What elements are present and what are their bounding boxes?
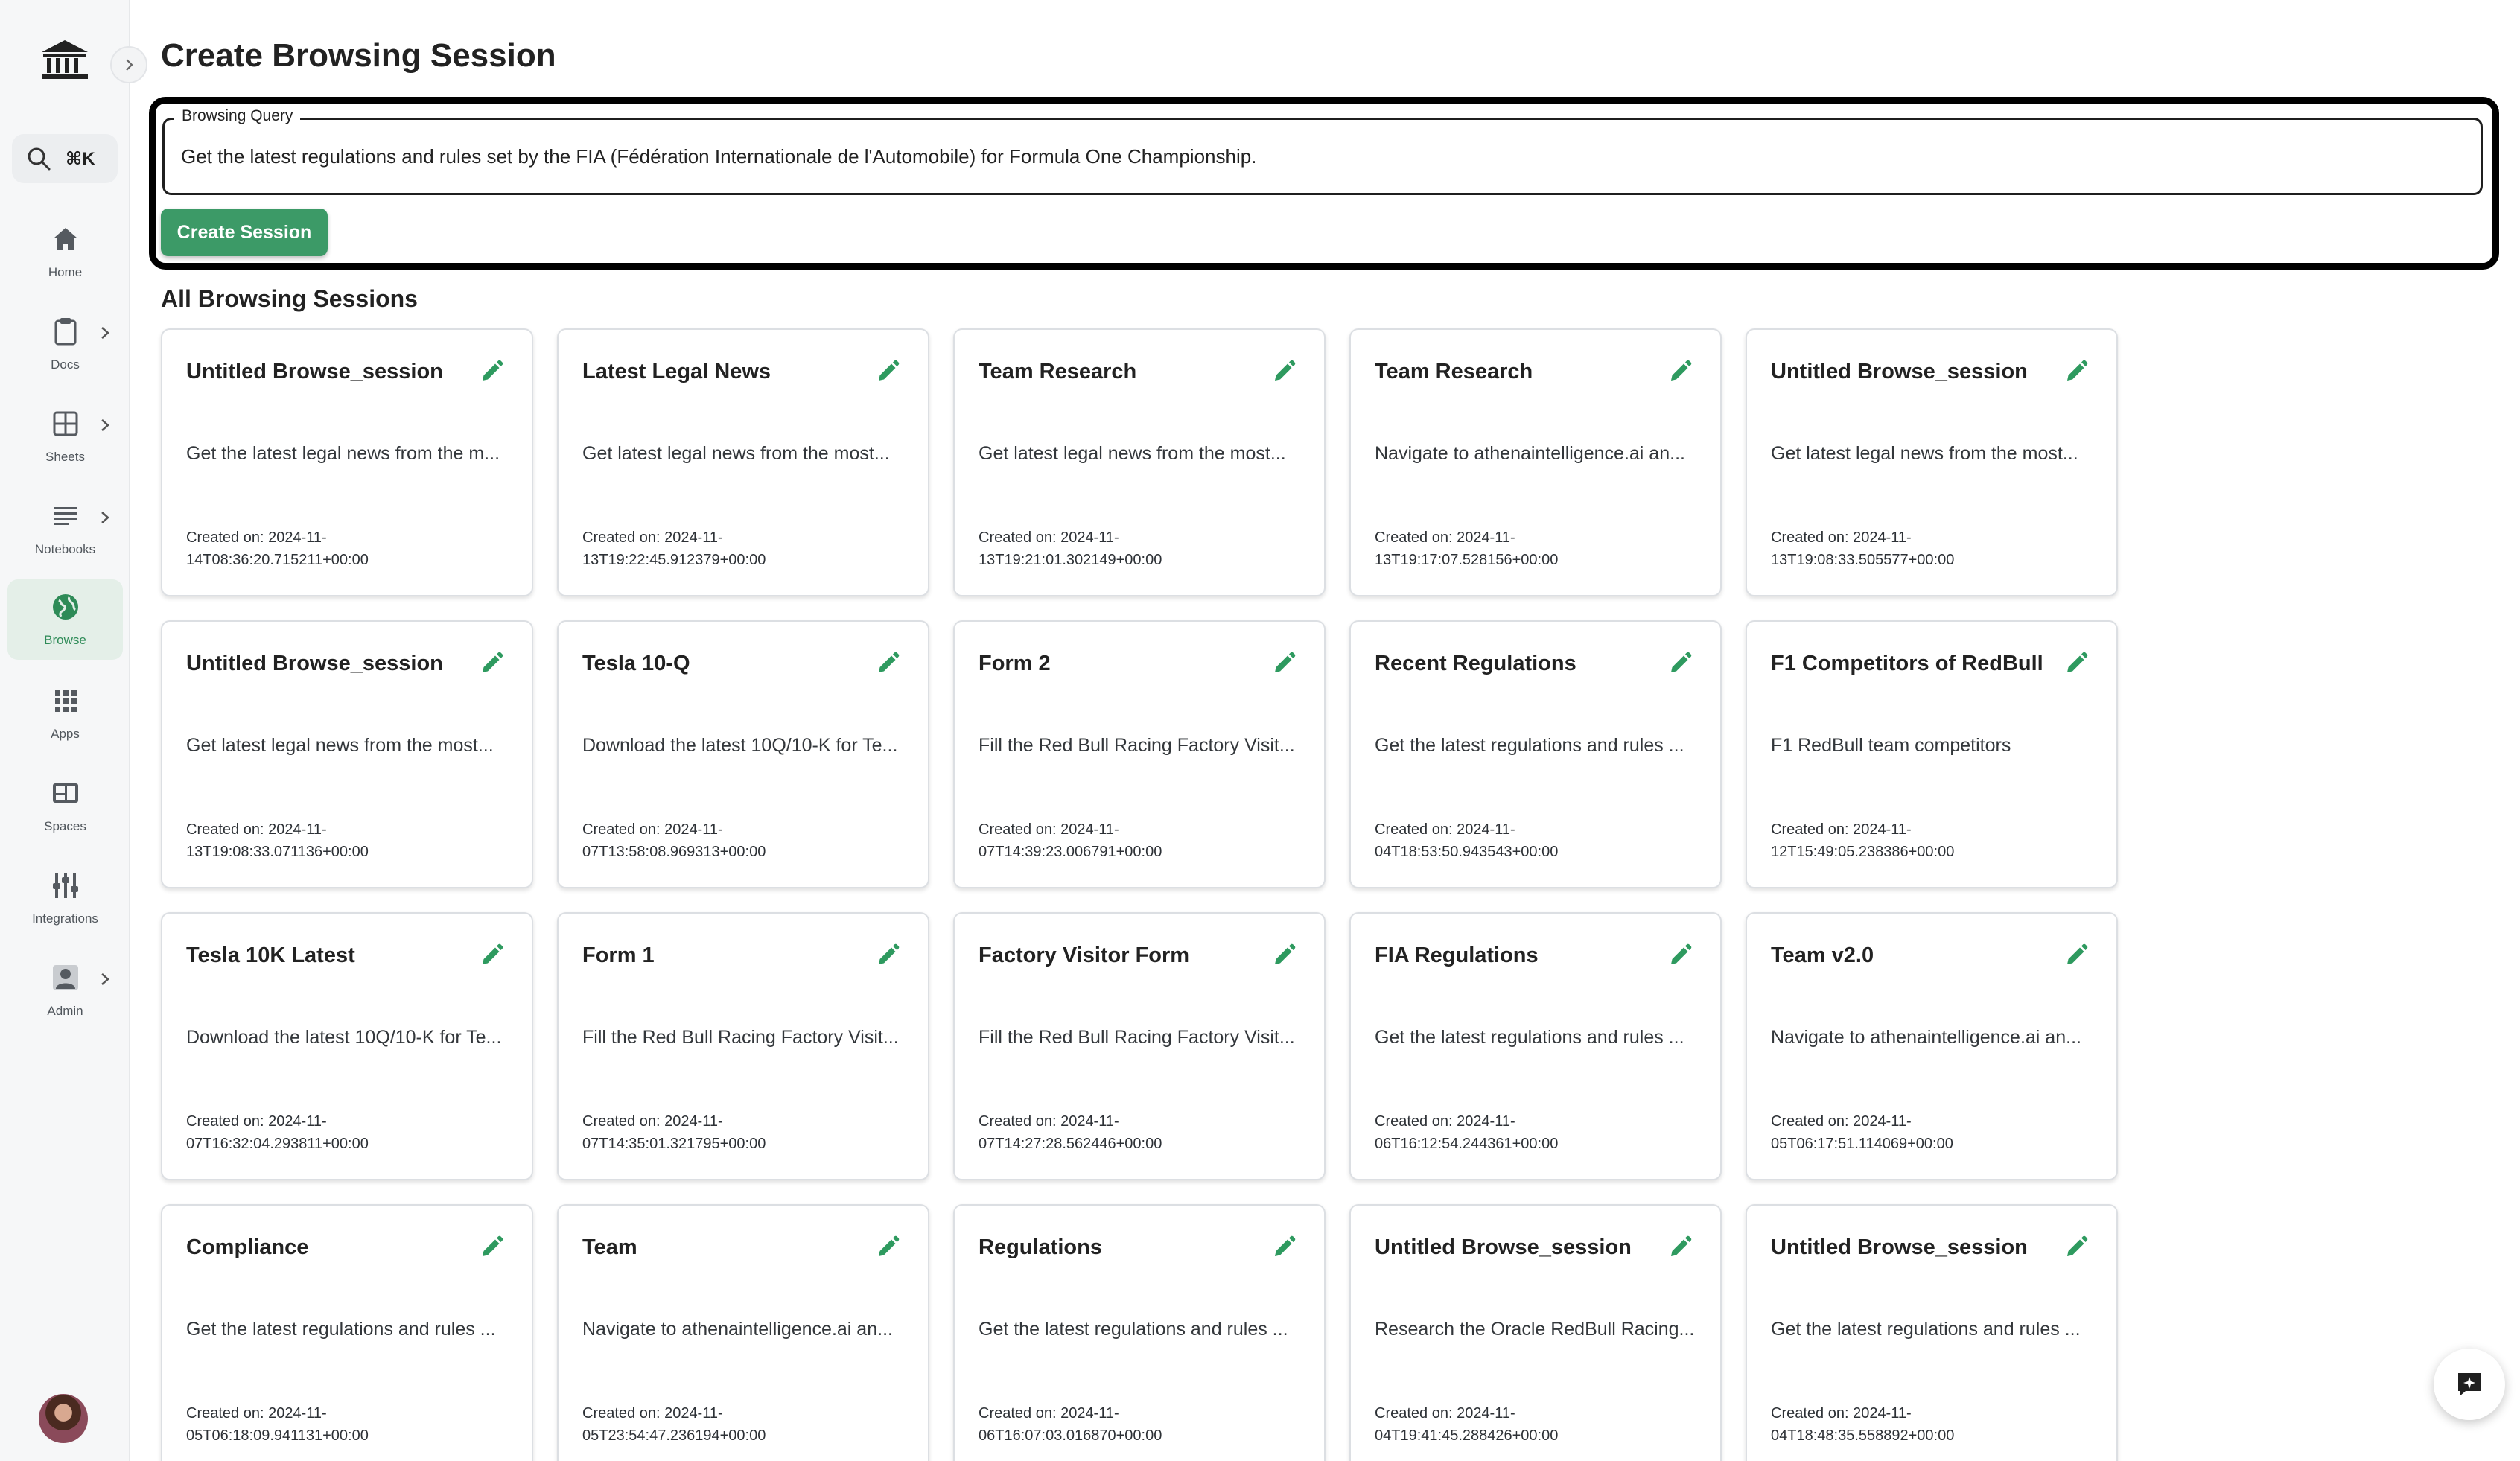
session-created-date: Created on: 2024-11-07T13:58:08.969313+00:00 [582, 821, 766, 860]
user-avatar[interactable] [39, 1394, 88, 1443]
session-card[interactable] [1746, 328, 2118, 596]
integrations-icon [50, 870, 81, 901]
grid-icon [50, 408, 81, 439]
sidebar-item-label: Sheets [45, 450, 85, 464]
session-card[interactable] [557, 328, 929, 596]
create-session-button[interactable]: Create Session [161, 209, 328, 256]
clipboard-icon [50, 316, 81, 347]
pencil-icon [1667, 943, 1693, 968]
session-created-date: Created on: 2024-11-13T19:17:07.528156+00:00 [1375, 529, 1559, 568]
session-card[interactable] [1349, 620, 1722, 888]
admin-icon [50, 962, 81, 993]
session-title: Untitled Browse_session [1375, 1235, 1632, 1259]
edit-session-button[interactable] [873, 649, 903, 678]
sidebar-item-browse[interactable] [7, 579, 123, 660]
chevron-right-icon [121, 57, 137, 73]
pencil-icon [1271, 943, 1296, 968]
edit-session-button[interactable] [2061, 1232, 2091, 1262]
edit-session-button[interactable] [1665, 357, 1695, 386]
session-created-date: Created on: 2024-11-04T18:48:35.558892+00:00 [1771, 1405, 1955, 1444]
session-description: Download the latest 10Q/10-K for Te... [186, 1027, 502, 1048]
session-created-date: Created on: 2024-11-07T14:35:01.321795+00:00 [582, 1113, 766, 1152]
pencil-icon [2064, 943, 2089, 968]
session-title: Untitled Browse_session [1771, 1235, 2028, 1259]
session-description: Research the Oracle RedBull Racing... [1375, 1319, 1695, 1340]
session-card[interactable] [1349, 328, 1722, 596]
sidebar-item-label: Browse [44, 633, 86, 647]
session-card[interactable] [557, 620, 929, 888]
sidebar-collapse-button[interactable] [110, 46, 147, 83]
edit-session-button[interactable] [477, 1232, 506, 1262]
session-description: Get the latest legal news from the m... [186, 443, 500, 464]
session-created-date: Created on: 2024-11-06T16:12:54.244361+00:00 [1375, 1113, 1559, 1152]
edit-session-button[interactable] [873, 357, 903, 386]
search-button[interactable] [12, 134, 118, 183]
edit-session-button[interactable] [873, 940, 903, 970]
sessions-section-title: All Browsing Sessions [161, 285, 418, 312]
sidebar-item-label: Notebooks [34, 542, 96, 556]
session-card[interactable] [1746, 620, 2118, 888]
session-title: Tesla 10-Q [582, 652, 690, 675]
session-created-date: Created on: 2024-11-12T15:49:05.238386+00:00 [1771, 821, 1955, 860]
session-title: FIA Regulations [1375, 943, 1539, 967]
sidebar-item-sheets[interactable] [7, 396, 123, 474]
pencil-icon [1271, 651, 1296, 676]
session-description: Get the latest regulations and rules ... [1375, 735, 1684, 756]
session-title: Compliance [186, 1235, 309, 1259]
sidebar-item-label: Apps [51, 727, 80, 741]
session-created-date: Created on: 2024-11-07T14:39:23.006791+00:00 [979, 821, 1162, 860]
session-created-date: Created on: 2024-11-04T19:41:45.288426+00:00 [1375, 1405, 1559, 1444]
edit-session-button[interactable] [1269, 649, 1299, 678]
chat-sparkle-icon [2455, 1370, 2484, 1398]
spaces-icon [50, 777, 81, 809]
edit-session-button[interactable] [1269, 1232, 1299, 1262]
edit-session-button[interactable] [477, 357, 506, 386]
session-description: F1 RedBull team competitors [1771, 735, 2011, 756]
session-description: Navigate to athenaintelligence.ai an... [1771, 1027, 2081, 1048]
session-card[interactable] [1349, 1204, 1722, 1461]
session-description: Fill the Red Bull Racing Factory Visit... [979, 735, 1295, 756]
session-created-date: Created on: 2024-11-05T06:17:51.114069+00:00 [1771, 1113, 1953, 1152]
session-card[interactable] [1746, 1204, 2118, 1461]
session-created-date: Created on: 2024-11-05T23:54:47.236194+00:00 [582, 1405, 766, 1444]
edit-session-button[interactable] [1269, 940, 1299, 970]
session-title: Untitled Browse_session [1771, 360, 2028, 383]
search-shortcut: ⌘K [66, 148, 95, 169]
sidebar-item-docs[interactable] [7, 304, 123, 381]
session-created-date: Created on: 2024-11-05T06:18:09.941131+00:00 [186, 1405, 369, 1444]
session-card[interactable] [953, 328, 1326, 596]
sessions-grid [161, 328, 2118, 1461]
session-title: Untitled Browse_session [186, 360, 443, 383]
session-title: Form 2 [979, 652, 1051, 675]
session-title: Recent Regulations [1375, 652, 1576, 675]
home-icon [50, 223, 81, 255]
sidebar-item-label: Admin [47, 1004, 83, 1018]
session-created-date: Created on: 2024-11-06T16:07:03.016870+00:00 [979, 1405, 1162, 1444]
pencil-icon [875, 1235, 900, 1260]
session-card[interactable] [161, 1204, 533, 1461]
feedback-button[interactable] [2434, 1349, 2505, 1420]
session-title: Form 1 [582, 943, 655, 967]
edit-session-button[interactable] [477, 649, 506, 678]
session-title: Regulations [979, 1235, 1102, 1259]
session-created-date: Created on: 2024-11-04T18:53:50.943543+00:00 [1375, 821, 1559, 860]
apps-icon [50, 685, 81, 716]
pencil-icon [2064, 651, 2089, 676]
session-description: Get the latest regulations and rules ... [1375, 1027, 1684, 1048]
browsing-query-input[interactable] [181, 141, 2460, 171]
sidebar-item-home[interactable] [7, 211, 123, 289]
pencil-icon [479, 1235, 504, 1260]
session-card[interactable] [953, 912, 1326, 1180]
session-created-date: Created on: 2024-11-07T16:32:04.293811+00:00 [186, 1113, 369, 1152]
pencil-icon [1667, 651, 1693, 676]
session-card[interactable] [557, 912, 929, 1180]
session-card[interactable] [1746, 912, 2118, 1180]
session-card[interactable] [953, 620, 1326, 888]
session-description: Get the latest regulations and rules ... [1771, 1319, 2081, 1340]
sidebar-item-label: Spaces [44, 819, 86, 833]
sidebar-item-integrations[interactable] [7, 858, 123, 935]
edit-session-button[interactable] [1269, 357, 1299, 386]
session-created-date: Created on: 2024-11-14T08:36:20.715211+00:00 [186, 529, 369, 568]
search-icon [25, 145, 52, 172]
session-description: Get latest legal news from the most... [1771, 443, 2078, 464]
bank-logo-icon[interactable] [40, 39, 89, 80]
edit-session-button[interactable] [1665, 649, 1695, 678]
session-card[interactable] [161, 328, 533, 596]
session-created-date: Created on: 2024-11-13T19:21:01.302149+00:00 [979, 529, 1162, 568]
edit-session-button[interactable] [1665, 940, 1695, 970]
edit-session-button[interactable] [2061, 649, 2091, 678]
edit-session-button[interactable] [873, 1232, 903, 1262]
browsing-query-label: Browsing Query [174, 107, 300, 125]
session-description: Get latest legal news from the most... [186, 735, 494, 756]
session-description: Get the latest regulations and rules ... [979, 1319, 1288, 1340]
lines-icon [50, 500, 81, 532]
pencil-icon [479, 359, 504, 384]
edit-session-button[interactable] [2061, 357, 2091, 386]
session-title: Latest Legal News [582, 360, 771, 383]
session-card[interactable] [953, 1204, 1326, 1461]
pencil-icon [479, 943, 504, 968]
session-description: Get latest legal news from the most... [979, 443, 1286, 464]
session-created-date: Created on: 2024-11-13T19:08:33.071136+00:00 [186, 821, 369, 860]
session-card[interactable] [1349, 912, 1722, 1180]
session-description: Navigate to athenaintelligence.ai an... [1375, 443, 1685, 464]
sidebar-item-label: Integrations [32, 911, 98, 926]
session-card[interactable] [161, 912, 533, 1180]
sidebar-item-apps[interactable] [7, 673, 123, 751]
pencil-icon [875, 359, 900, 384]
pencil-icon [875, 943, 900, 968]
edit-session-button[interactable] [477, 940, 506, 970]
chevron-right-icon[interactable] [97, 971, 113, 987]
sidebar-item-spaces[interactable] [7, 765, 123, 843]
sidebar-item-admin[interactable] [7, 950, 123, 1028]
session-card[interactable] [557, 1204, 929, 1461]
session-description: Fill the Red Bull Racing Factory Visit... [979, 1027, 1295, 1048]
session-title: Team v2.0 [1771, 943, 1874, 967]
session-created-date: Created on: 2024-11-07T14:27:28.562446+00:00 [979, 1113, 1162, 1152]
session-description: Get latest legal news from the most... [582, 443, 890, 464]
pencil-icon [1271, 359, 1296, 384]
pencil-icon [2064, 1235, 2089, 1260]
pencil-icon [2064, 359, 2089, 384]
session-description: Fill the Red Bull Racing Factory Visit... [582, 1027, 899, 1048]
pencil-icon [479, 651, 504, 676]
chevron-right-icon[interactable] [97, 325, 113, 341]
session-description: Get the latest regulations and rules ... [186, 1319, 496, 1340]
session-title: Factory Visitor Form [979, 943, 1190, 967]
session-title: Untitled Browse_session [186, 652, 443, 675]
session-title: F1 Competitors of RedBull [1771, 652, 2043, 675]
pencil-icon [1667, 1235, 1693, 1260]
edit-session-button[interactable] [1665, 1232, 1695, 1262]
session-title: Team Research [979, 360, 1137, 383]
pencil-icon [875, 651, 900, 676]
session-description: Navigate to athenaintelligence.ai an... [582, 1319, 893, 1340]
session-created-date: Created on: 2024-11-13T19:08:33.505577+00:00 [1771, 529, 1955, 568]
session-card[interactable] [161, 620, 533, 888]
pencil-icon [1271, 1235, 1296, 1260]
pencil-icon [1667, 359, 1693, 384]
session-title: Team Research [1375, 360, 1533, 383]
sidebar [0, 0, 130, 1461]
session-title: Tesla 10K Latest [186, 943, 355, 967]
sidebar-item-label: Home [48, 265, 83, 279]
chevron-right-icon[interactable] [97, 509, 113, 526]
page-title: Create Browsing Session [161, 37, 556, 74]
sidebar-item-label: Docs [51, 357, 80, 372]
sidebar-item-notebooks[interactable] [7, 488, 123, 566]
edit-session-button[interactable] [2061, 940, 2091, 970]
session-description: Download the latest 10Q/10-K for Te... [582, 735, 898, 756]
session-created-date: Created on: 2024-11-13T19:22:45.912379+00:00 [582, 529, 766, 568]
session-title: Team [582, 1235, 637, 1259]
globe-icon [50, 591, 81, 623]
chevron-right-icon[interactable] [97, 417, 113, 433]
